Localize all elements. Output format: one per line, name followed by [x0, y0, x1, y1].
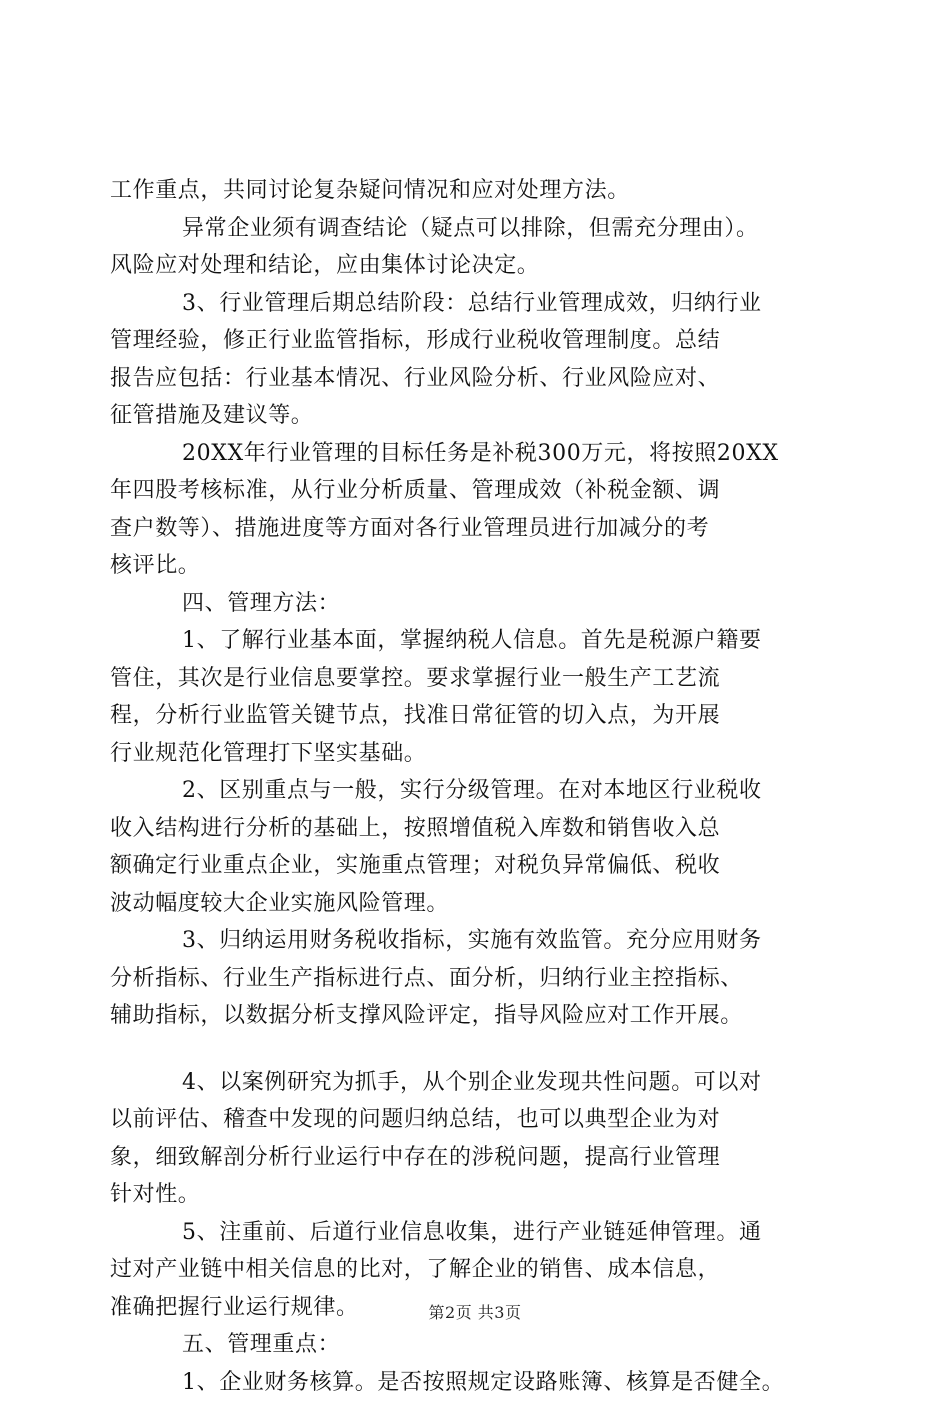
text-line: 波动幅度较大企业实施风险管理。 — [110, 885, 850, 923]
text-line: 行业规范化管理打下坚实基础。 — [110, 735, 850, 773]
text-line: 程，分析行业监管关键节点，找准日常征管的切入点，为开展 — [110, 697, 850, 735]
text-line: 准确把握行业运行规律。 — [110, 1289, 850, 1327]
text-line: 分析指标、行业生产指标进行点、面分析，归纳行业主控指标、 — [110, 960, 850, 998]
text-line: 收入结构进行分析的基础上，按照增值税入库数和销售收入总 — [110, 810, 850, 848]
text-line: 2、区别重点与一般，实行分级管理。在对本地区行业税收 — [110, 772, 850, 810]
text-line: 五、管理重点： — [110, 1326, 850, 1364]
text-line: 1、了解行业基本面，掌握纳税人信息。首先是税源户籍要 — [110, 622, 850, 660]
text-line: 以前评估、稽查中发现的问题归纳总结，也可以典型企业为对 — [110, 1101, 850, 1139]
text-line: 1、企业财务核算。是否按照规定设路账簿、核算是否健全。 — [110, 1364, 850, 1401]
text-line: 象，细致解剖分析行业运行中存在的涉税问题，提高行业管理 — [110, 1139, 850, 1177]
paragraph-gap — [110, 1035, 850, 1064]
text-line: 20XX年行业管理的目标任务是补税300万元，将按照20XX — [110, 435, 850, 473]
text-line: 4、以案例研究为抓手，从个别企业发现共性问题。可以对 — [110, 1064, 850, 1102]
text-line: 5、注重前、后道行业信息收集，进行产业链延伸管理。通 — [110, 1214, 850, 1252]
text-line: 异常企业须有调查结论（疑点可以排除，但需充分理由）。 — [110, 210, 850, 248]
text-line: 报告应包括：行业基本情况、行业风险分析、行业风险应对、 — [110, 360, 850, 398]
text-line: 年四股考核标准，从行业分析质量、管理成效（补税金额、调 — [110, 472, 850, 510]
text-line: 风险应对处理和结论，应由集体讨论决定。 — [110, 247, 850, 285]
text-line: 过对产业链中相关信息的比对，了解企业的销售、成本信息， — [110, 1251, 850, 1289]
document-body — [110, 172, 850, 1401]
text-line: 辅助指标，以数据分析支撑风险评定，指导风险应对工作开展。 — [110, 997, 850, 1035]
text-line: 3、归纳运用财务税收指标，实施有效监管。充分应用财务 — [110, 922, 850, 960]
text-line: 管住，其次是行业信息要掌控。要求掌握行业一般生产工艺流 — [110, 660, 850, 698]
text-line: 四、管理方法： — [110, 585, 850, 623]
text-line: 管理经验，修正行业监管指标，形成行业税收管理制度。总结 — [110, 322, 850, 360]
text-line: 核评比。 — [110, 547, 850, 585]
text-line: 工作重点，共同讨论复杂疑问情况和应对处理方法。 — [110, 172, 850, 210]
text-line: 征管措施及建议等。 — [110, 397, 850, 435]
text-line: 3、行业管理后期总结阶段：总结行业管理成效，归纳行业 — [110, 285, 850, 323]
text-line: 查户数等）、措施进度等方面对各行业管理员进行加减分的考 — [110, 510, 850, 548]
page-footer: 第2页 共3页 — [0, 1300, 950, 1323]
text-line: 针对性。 — [110, 1176, 850, 1214]
text-line: 额确定行业重点企业，实施重点管理；对税负异常偏低、税收 — [110, 847, 850, 885]
